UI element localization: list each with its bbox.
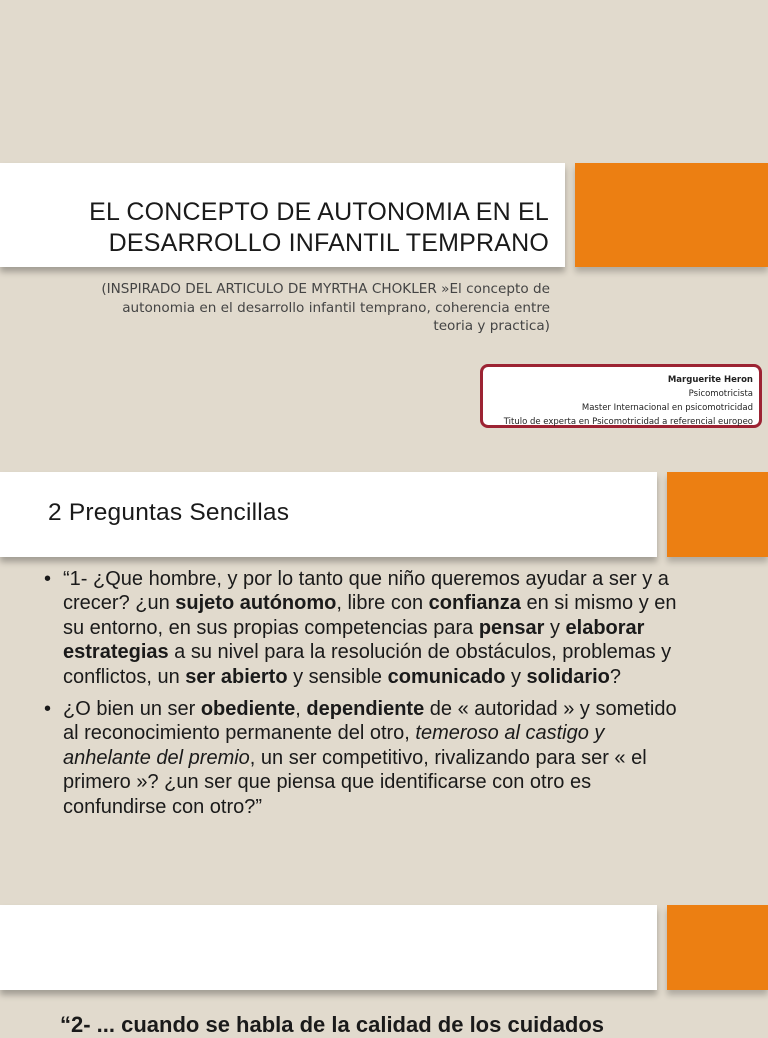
orange-accent-block (575, 163, 768, 267)
bullet-item-1: • “1- ¿Que hombre, y por lo tanto que niño queremos ayudar a ser y a crecer? ¿un sujeto autónomo, libre con confianza en si mismo y en su entorno, en sus propias competencias para pensar y elaborar estrategias a su nivel para la resolución de obstáculos, problemas y conflictos, un ser abierto y sensible comunicado y solidario? (44, 568, 677, 688)
section-banner (0, 472, 657, 557)
orange-accent-block (667, 905, 768, 990)
slide-subtitle: (INSPIRADO DEL ARTICULO DE MYRTHA CHOKLER »El concepto de autonomia en el desarrollo infantil temprano, coherencia entre teoria y practica) (101, 281, 550, 334)
author-title: Titulo de experta en Psicomotricidad a referencial europeo (503, 417, 753, 427)
title-line-2: DESARROLLO INFANTIL TEMPRANO (108, 229, 549, 257)
slide-title (89, 197, 549, 259)
bullet-list (44, 567, 684, 827)
author-role: Psicomotricista (688, 389, 753, 399)
author-info-box (480, 364, 762, 428)
title-banner (0, 163, 565, 267)
author-degree: Master Internacional en psicomotricidad (581, 403, 753, 413)
section-banner-3 (0, 905, 657, 990)
title-line-1: EL CONCEPTO DE AUTONOMIA EN EL (89, 198, 549, 226)
author-name: Marguerite Heron (667, 375, 753, 385)
bullet-item-2: • ¿O bien un ser obediente, dependiente de « autoridad » y sometido al reconocimiento permanente del otro, temeroso al castigo y anhelante del premio, un ser competitivo, rivalizando para ser « el primero »? ¿un ser que piensa que identificarse con otro es confundirse con otro?” (44, 698, 677, 818)
partial-heading: “2- ... cuando se habla de la calidad de los cuidados (60, 1012, 605, 1037)
bullet-dot: • (44, 568, 52, 590)
section-title: 2 Preguntas Sencillas (48, 499, 290, 526)
orange-accent-block (667, 472, 768, 557)
bullet-dot: • (44, 698, 52, 721)
